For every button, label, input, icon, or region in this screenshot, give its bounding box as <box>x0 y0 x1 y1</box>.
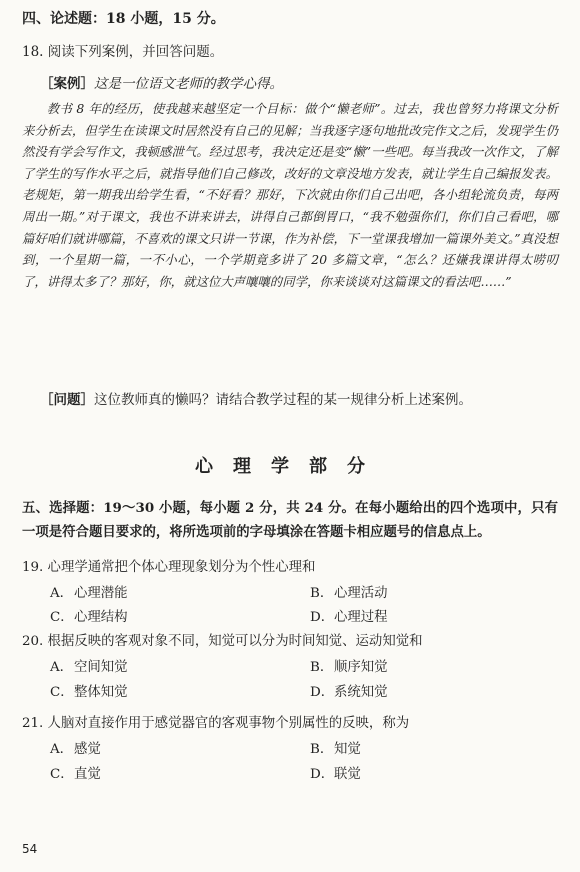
option-text: 空间知觉 <box>74 660 128 675</box>
option-text: 心理潜能 <box>74 586 128 601</box>
psychology-section-title: 心理学部分 <box>195 456 385 477</box>
option-text: 感觉 <box>74 742 101 757</box>
option-letter: A． <box>50 586 74 601</box>
option-letter: C． <box>50 610 74 625</box>
case-intro: 这是一位语文老师的教学心得。 <box>94 76 283 92</box>
case-heading <box>40 72 283 92</box>
option-letter: A． <box>50 660 74 675</box>
question-19-option-a <box>50 582 128 601</box>
question-21-stem: 21. 人脑对直接作用于感觉器官的客观事物个别属性的反映，称为 <box>22 716 410 731</box>
section-5-label: 五、选择题： <box>22 500 104 516</box>
question-18-stem: 18. 阅读下列案例，并回答问题。 <box>22 44 224 60</box>
option-text: 直觉 <box>74 767 101 782</box>
case-tag: ［案例］ <box>40 76 94 92</box>
question-20-option-a <box>50 656 128 675</box>
question-20-option-c <box>50 681 128 700</box>
question-19-option-c <box>50 606 128 625</box>
question-text: 这位教师真的懒吗？请结合教学过程的某一规律分析上述案例。 <box>94 392 472 408</box>
option-letter: A． <box>50 742 74 757</box>
section-5-text: 19～30 小题，每小题 2 分，共 24 分。在每小题给出的四个选项中，只有一项是符合题目要求的，将所选项前的字母填涂在答题卡相应题号的信息点上。 <box>22 500 559 540</box>
question-19-option-b <box>310 582 388 601</box>
question-19-stem: 19. 心理学通常把个体心理现象划分为个性心理和 <box>22 560 316 575</box>
option-letter: B． <box>310 586 334 601</box>
option-text: 顺序知觉 <box>334 660 388 675</box>
option-text: 联觉 <box>334 767 361 782</box>
page-number: 54 <box>22 842 38 856</box>
case-body: 教书 8 年的经历，使我越来越坚定一个目标：做个“懒老师”。过去，我也曾努力将课文分析来分析去，但学生在读课文时居然没有自己的见解；当我逐字逐句地批改完作文之后，发现学生仍然没有学会写作文，我顿感泄气。经过思考，我决定还是变“懒”一些吧。每当我改一次作文，了解了学生的写作水平之后，就指导他们自己修改，改好的文章没地方发表，就让学生自己编报发表。老规矩，第一期我出给学生看，“不好看？那好，下次就由你们自己出吧，各小组轮流负责，每两周出一期。”对于课文，我也不讲来讲去，讲得自己都倒胃口，“我不勉强你们，你们自己看吧，哪篇好咱们就讲哪篇，不喜欢的课文只讲一节课，作为补偿，下一堂课我增加一篇课外美文。”真没想到，一个星期一篇，一不小心，一个学期竟多讲了 20 多篇文章，“怎么？还嫌我课讲得太唠叨了，讲得太多了？那好，你，就这位大声嚷嚷的同学，你来谈谈对这篇课文的看法吧……” <box>22 101 558 289</box>
question-18-prompt <box>40 388 472 408</box>
option-letter: B． <box>310 742 334 757</box>
option-letter: B． <box>310 660 334 675</box>
option-letter: C． <box>50 767 74 782</box>
question-21-option-d <box>310 763 361 782</box>
question-21-option-a <box>50 738 101 757</box>
question-tag: ［问题］ <box>40 392 94 408</box>
section-4-heading: 四、论述题：18 小题，15 分。 <box>22 11 225 27</box>
question-21-option-c <box>50 763 101 782</box>
option-text: 心理活动 <box>334 586 388 601</box>
option-text: 系统知觉 <box>334 685 388 700</box>
section-5-instructions <box>22 496 558 544</box>
question-20-option-d <box>310 681 388 700</box>
question-19-option-d <box>310 606 388 625</box>
option-letter: D． <box>310 685 335 700</box>
question-20-option-b <box>310 656 388 675</box>
option-letter: D． <box>310 767 335 782</box>
option-text: 心理过程 <box>334 610 388 625</box>
option-text: 知觉 <box>334 742 361 757</box>
question-20-stem: 20. 根据反映的客观对象不同，知觉可以分为时间知觉、运动知觉和 <box>22 634 423 649</box>
option-letter: C． <box>50 685 74 700</box>
option-letter: D． <box>310 610 335 625</box>
option-text: 心理结构 <box>74 610 128 625</box>
option-text: 整体知觉 <box>74 685 128 700</box>
question-21-option-b <box>310 738 361 757</box>
